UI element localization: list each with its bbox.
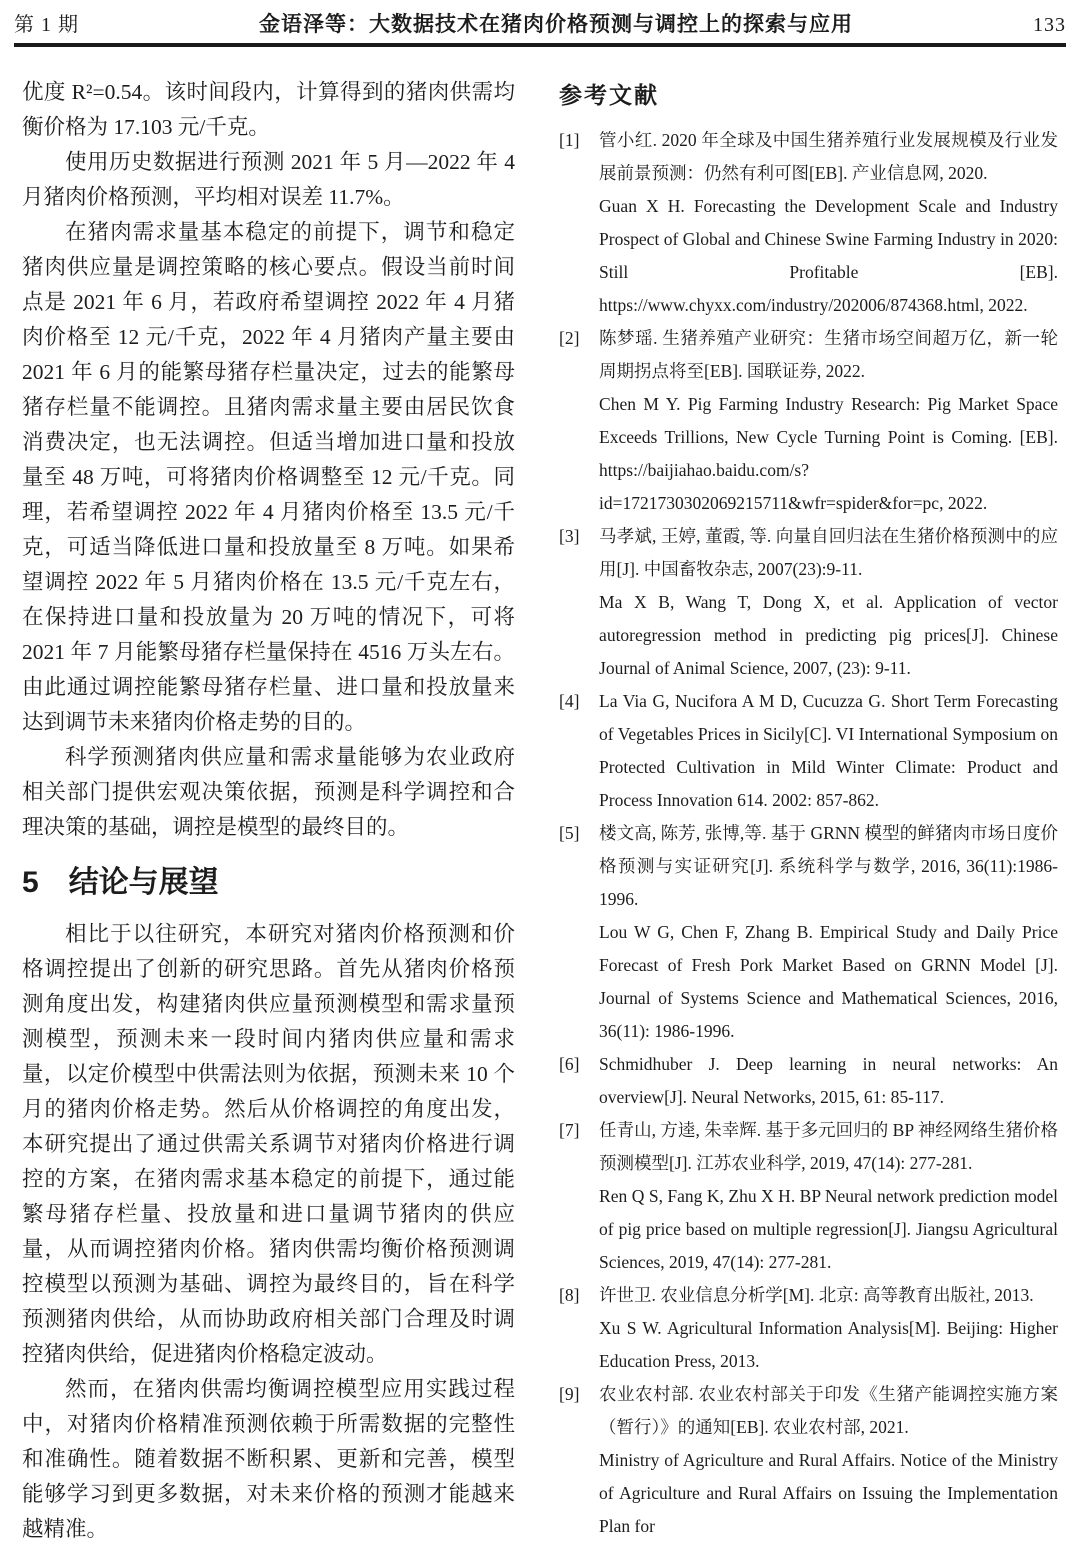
- reference-item: [559, 124, 1058, 322]
- page-number: 133: [1033, 14, 1066, 36]
- section-heading: [22, 865, 515, 901]
- reference-list: [559, 124, 1058, 1543]
- reference-item: [559, 1279, 1058, 1378]
- reference-item: [559, 1048, 1058, 1114]
- references-column: [559, 75, 1058, 1547]
- reference-item: [559, 1378, 1058, 1543]
- body-paragraph: 科学预测猪肉供应量和需求量能够为农业政府相关部门提供宏观决策依据，预测是科学调控和合理决策的基础，调控是模型的最终目的。: [22, 745, 516, 839]
- reference-text-en: Lou W G, Chen F, Zhang B. Empirical Study and Daily Price Forecast of Fresh Pork Market Based on GRNN Model [J]. Journal of Systems Science and Mathematical Sciences, 2016, 36(11): 1986-1996.: [599, 922, 1058, 1041]
- reference-number: [6]: [559, 1054, 580, 1074]
- reference-text-zh: 管小红. 2020 年全球及中国生猪养殖行业发展规模及行业发展前景预测：仍然有利可图[EB]. 产业信息网, 2020.: [599, 130, 1058, 183]
- body-paragraph: 然而，在猪肉供需均衡调控模型应用实践过程中，对猪肉价格精准预测依赖于所需数据的完整性和准确性。随着数据不断积累、更新和完善，模型能够学习到更多数据，对未来价格的预测才能越来越精准。: [22, 1377, 516, 1541]
- body-paragraph: 相比于以往研究，本研究对猪肉价格预测和价格调控提出了创新的研究思路。首先从猪肉价格预测角度出发，构建猪肉供应量预测模型和需求量预测模型，预测未来一段时间内猪肉供应量和需求量，以定价模型中供需法则为依据，预测未来 10 个月的猪肉价格走势。然后从价格调控的角度出发，本研究提出了通过供需关系调节对猪肉价格进行调控的方案，在猪肉需求基本稳定的前提下，通过能繁母猪存栏量、投放量和进口量调节猪肉的供应量，从而调控猪肉价格。猪肉供需均衡价格预测调控模型以预测为基础、调控为最终目的，旨在科学预测猪肉供给，从而协助政府相关部门合理及时调控猪肉供给，促进猪肉价格稳定波动。: [22, 922, 516, 1366]
- reference-text-en: Ma X B, Wang T, Dong X, et al. Application of vector autoregression method in predicting pig prices[J]. Chinese Journal of Animal Science, 2007, (23): 9-11.: [599, 592, 1058, 678]
- reference-item: [559, 322, 1058, 520]
- reference-text-zh: 任青山, 方逵, 朱幸辉. 基于多元回归的 BP 神经网络生猪价格预测模型[J]. 江苏农业科学, 2019, 47(14): 277-281.: [599, 1120, 1058, 1173]
- reference-text-zh: 农业农村部. 农业农村部关于印发《生猪产能调控实施方案（暂行）》的通知[EB]. 农业农村部, 2021.: [599, 1384, 1058, 1437]
- reference-item: [559, 817, 1058, 1048]
- reference-text-zh: 陈梦瑶. 生猪养殖产业研究：生猪市场空间超万亿，新一轮周期拐点将至[EB]. 国联证券, 2022.: [599, 328, 1058, 381]
- header-rule: [14, 43, 1066, 47]
- reference-item: [559, 685, 1058, 817]
- reference-text-zh: 楼文高, 陈芳, 张博,等. 基于 GRNN 模型的鲜猪肉市场日度价格预测与实证研究[J]. 系统科学与数学, 2016, 36(11):1986-1996.: [599, 823, 1058, 909]
- reference-text-zh: 许世卫. 农业信息分析学[M]. 北京: 高等教育出版社, 2013.: [599, 1285, 1034, 1305]
- reference-text-en: Ren Q S, Fang K, Zhu X H. BP Neural network prediction model of pig price based on multiple regression[J]. Jiangsu Agricultural Sciences, 2019, 47(14): 277-281.: [599, 1186, 1058, 1272]
- reference-text-en: Guan X H. Forecasting the Development Scale and Industry Prospect of Global and Chinese Swine Farming Industry in 2020: Still Profitable [EB]. https://www.chyxx.com/industry/202006/874368.html, 2022.: [599, 196, 1058, 315]
- body-paragraph: 在猪肉需求量基本稳定的前提下，调节和稳定猪肉供应量是调控策略的核心要点。假设当前时间点是 2021 年 6 月，若政府希望调控 2022 年 4 月猪肉价格至 12 元/千克，2022 年 4 月猪肉产量主要由 2021 年 6 月的能繁母猪存栏量决定，过去的能繁母猪存栏量不能调控。且猪肉需求量主要由居民饮食消费决定，也无法调控。但适当增加进口量和投放量至 48 万吨，可将猪肉价格调整至 12 元/千克。同理，若希望调控 2022 年 4 月猪肉价格至 13.5 元/千克，可适当降低进口量和投放量至 8 万吨。如果希望调控 2022 年 5 月猪肉价格在 13.5 元/千克左右，在保持进口量和投放量为 20 万吨的情况下，可将 2021 年 7 月能繁母猪存栏量保持在 4516 万头左右。由此通过调控能繁母猪存栏量、进口量和投放量来达到调节未来猪肉价格走势的目的。: [22, 220, 516, 734]
- reference-text-en: Schmidhuber J. Deep learning in neural networks: An overview[J]. Neural Networks, 2015, 61: 85-117.: [599, 1054, 1058, 1107]
- issue-label: 第 1 期: [14, 14, 79, 36]
- reference-text-en: Ministry of Agriculture and Rural Affairs. Notice of the Ministry of Agriculture and Rural Affairs on Issuing the Implementation Plan for: [599, 1450, 1058, 1536]
- reference-text-en: Xu S W. Agricultural Information Analysis[M]. Beijing: Higher Education Press, 2013.: [599, 1318, 1058, 1371]
- reference-number: [4]: [559, 691, 580, 711]
- section-title: 结论与展望: [68, 866, 219, 899]
- reference-number: [8]: [559, 1285, 580, 1305]
- reference-item: [559, 520, 1058, 685]
- reference-number: [1]: [559, 130, 580, 150]
- running-title: 金语泽等：大数据技术在猪肉价格预测与调控上的探索与应用: [259, 13, 853, 36]
- reference-number: [7]: [559, 1120, 580, 1140]
- body-paragraph: 使用历史数据进行预测 2021 年 5 月—2022 年 4 月猪肉价格预测，平均相对误差 11.7%。: [22, 150, 516, 209]
- reference-number: [3]: [559, 526, 580, 546]
- two-column-body: [14, 75, 1066, 1547]
- reference-text-en: La Via G, Nucifora A M D, Cucuzza G. Short Term Forecasting of Vegetables Prices in Sicily[C]. VI International Symposium on Protected Cultivation in Mild Winter Climate: Product and Process Innovation 614. 2002: 857-862.: [599, 691, 1058, 810]
- reference-number: [5]: [559, 823, 580, 843]
- reference-text-zh: 马孝斌, 王婷, 董霞, 等. 向量自回归法在生猪价格预测中的应用[J]. 中国畜牧杂志, 2007(23):9-11.: [599, 526, 1058, 579]
- left-column: [22, 75, 515, 1547]
- section-number: 5: [22, 866, 39, 899]
- reference-number: [9]: [559, 1384, 580, 1404]
- reference-text-en: Chen M Y. Pig Farming Industry Research: Pig Market Space Exceeds Trillions, New Cycle Turning Point is Coming. [EB]. https://baijiahao.baidu.com/s?id=1721730302069215711&wfr=spider&for=pc, 2022.: [599, 394, 1058, 513]
- body-paragraph: 优度 R²=0.54。该时间段内，计算得到的猪肉供需均衡价格为 17.103 元/千克。: [22, 80, 516, 139]
- reference-number: [2]: [559, 328, 580, 348]
- references-heading: 参考文献: [559, 82, 660, 108]
- page-header: [14, 6, 1066, 43]
- reference-item: [559, 1114, 1058, 1279]
